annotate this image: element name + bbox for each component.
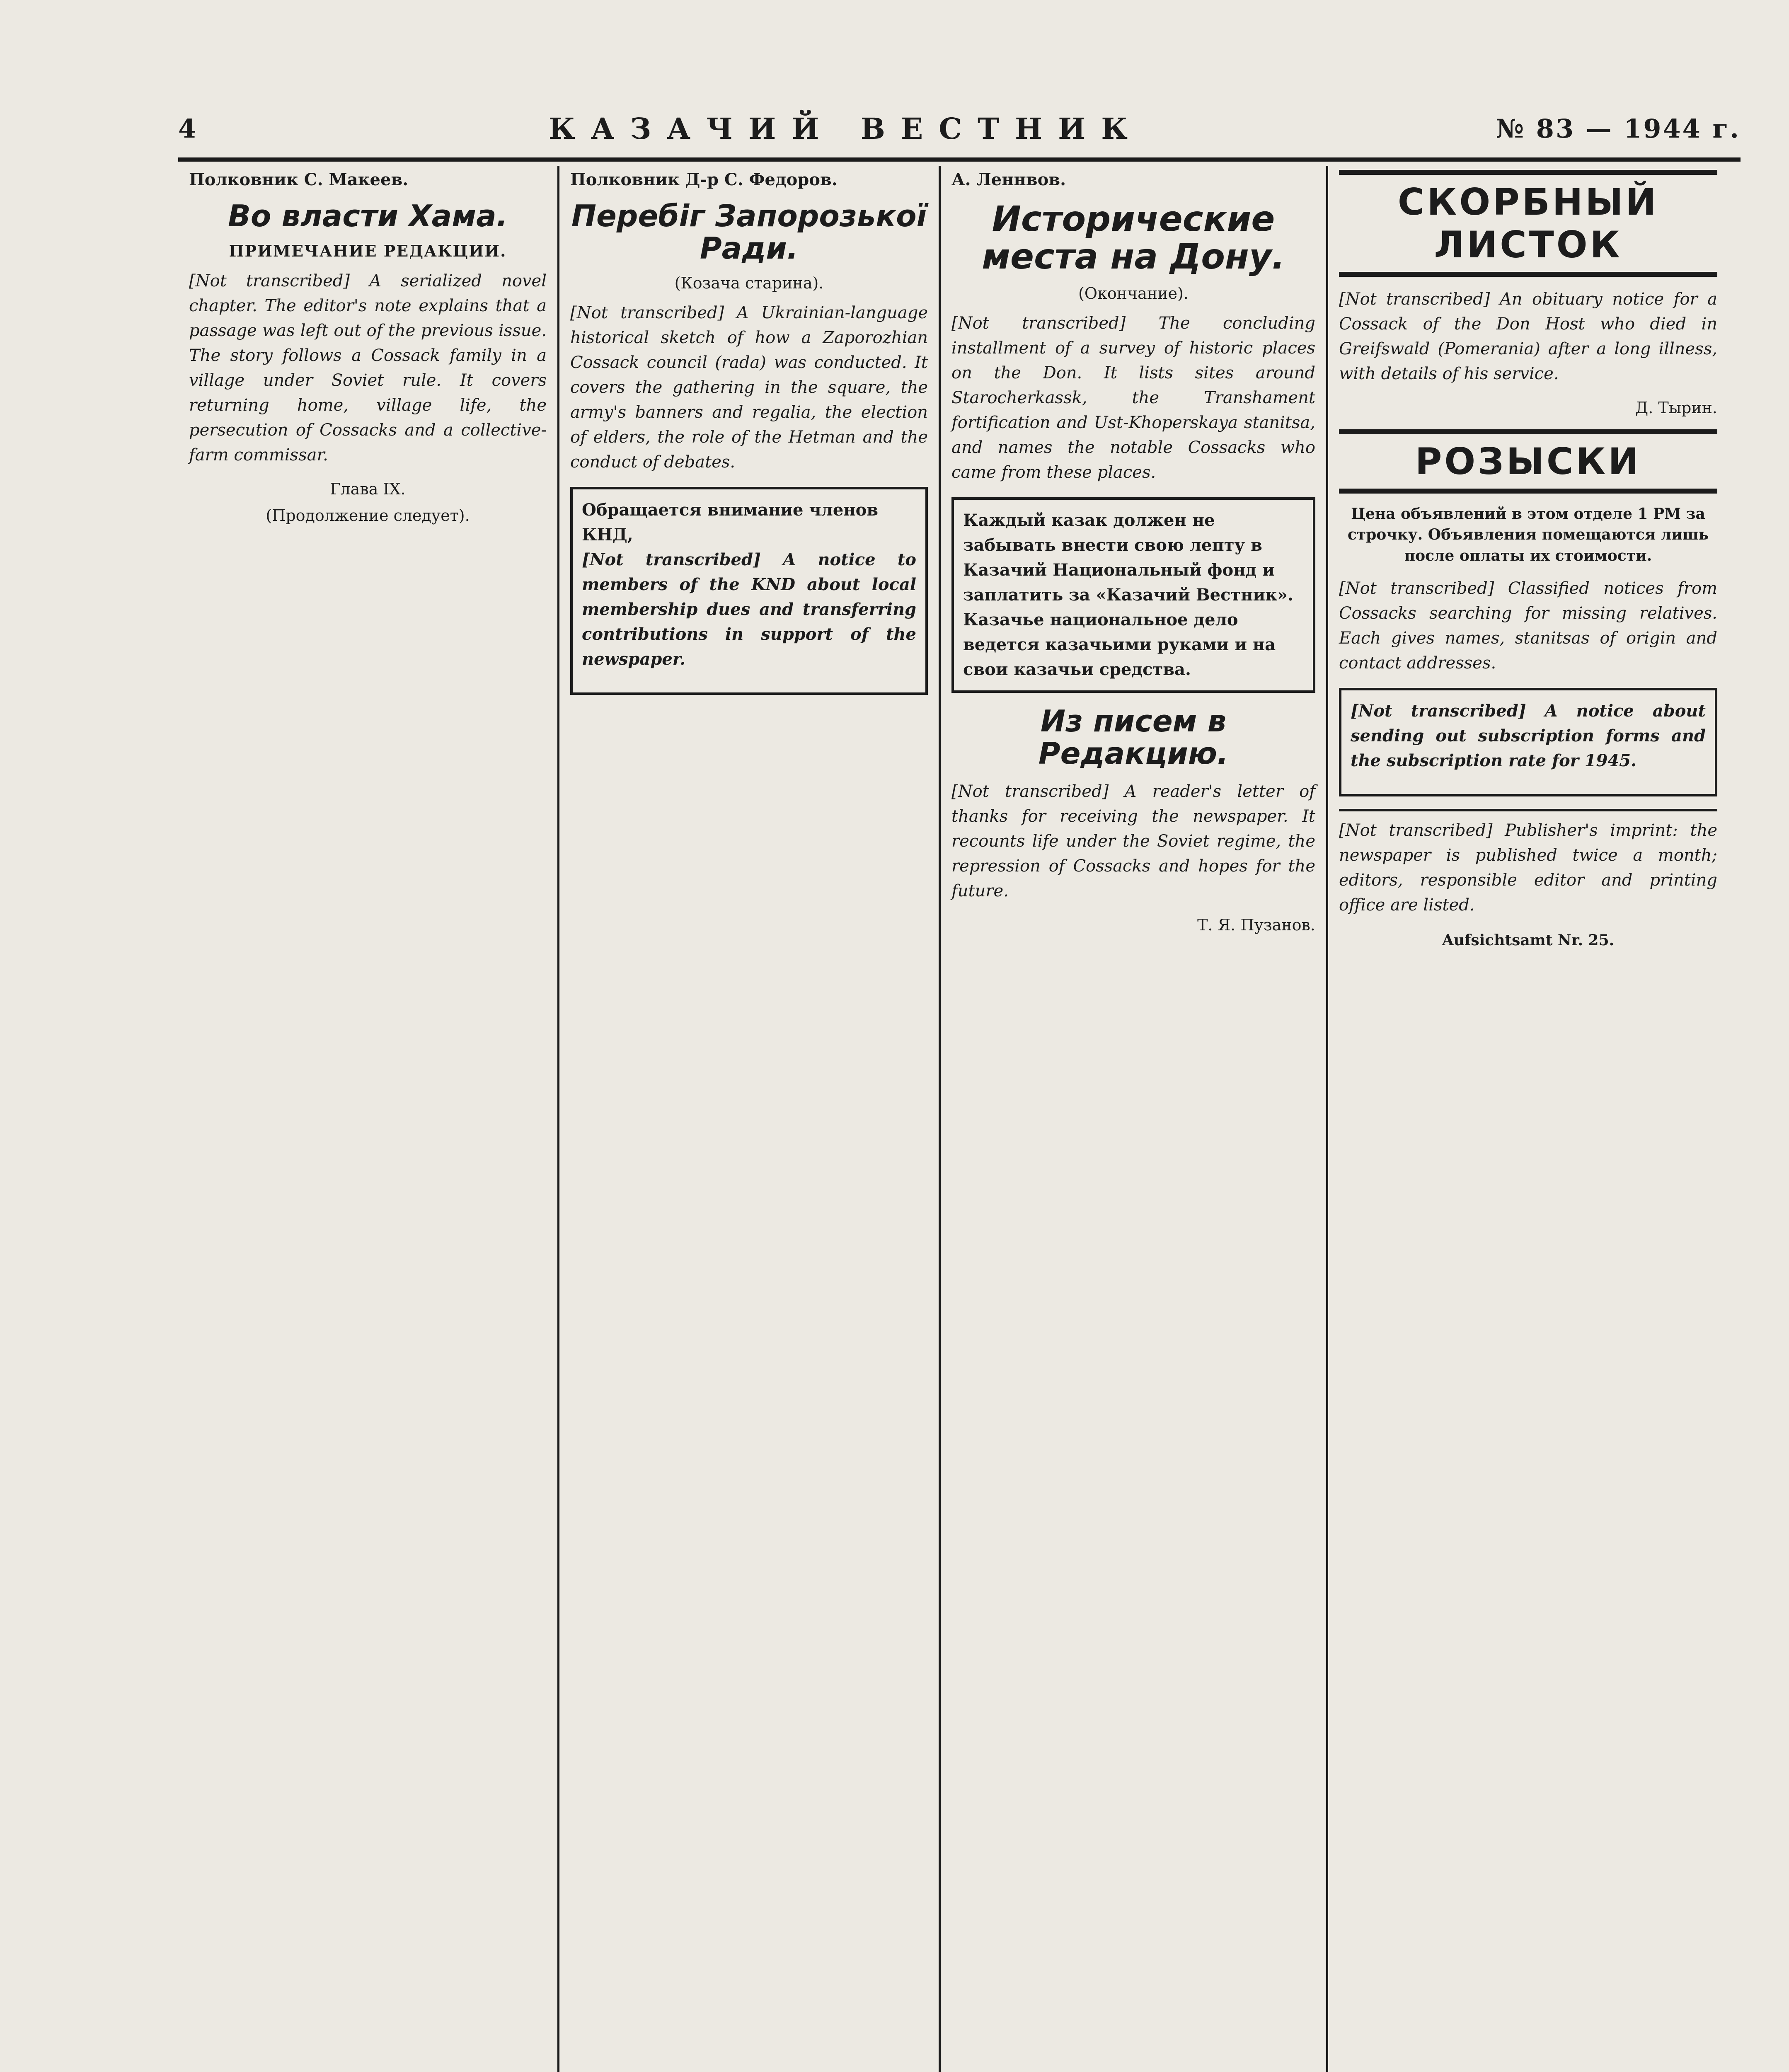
obituary-summary: [Not transcribed] An obituary notice for a Cossack of the Don Host who died in Greifswald (Pomerania) after a long illness, with details of his service. <box>1339 290 1717 383</box>
subscription-summary: [Not transcribed] A notice about sending out subscription forms and the subscription rate for 1945. <box>1351 701 1706 771</box>
publisher-imprint <box>1339 809 1717 951</box>
subscription-notice <box>1339 688 1717 796</box>
article-summary: [Not transcribed] The concluding installment of a survey of historic places on the Don. It lists sites around Starocherkassk, the Transhament fortification and Ust-Khoperskaya stanitsa, and names the notable Cossacks who came from these places. <box>951 314 1315 482</box>
column-2 <box>557 166 939 2072</box>
search-summary: [Not transcribed] Classified notices from Cossacks searching for missing relatives. Each gives names, stanitsas of origin and contact addresses. <box>1339 579 1717 673</box>
fund-appeal-box: Каждый казак должен не забывать внести свою лепту в Казачий Национальный фонд и заплатить за «Казачий Вестник». Казачье национальное дело ведется казачьими руками и на свои казачьи средства. <box>951 497 1315 693</box>
search-price-note: Цена объявлений в этом отделе 1 РМ за строчку. Объявления помещаются лишь после оплаты их стоимости. <box>1347 505 1709 564</box>
article-subtitle: (Окончание). <box>1078 284 1189 303</box>
article-byline: А. Леннвов. <box>951 170 1066 189</box>
letter-signature: Т. Я. Пузанов. <box>1197 915 1315 934</box>
obituary-signature: Д. Тырин. <box>1635 399 1717 417</box>
to-be-continued: (Продолжение следует). <box>266 506 470 525</box>
masthead <box>178 99 1741 162</box>
obituary-banner: СКОРБНЫЙ ЛИСТОК <box>1339 170 1717 277</box>
knd-notice-box <box>570 487 928 695</box>
article-headline: Во власти Хама. <box>228 198 508 233</box>
imprint-footer: Aufsichtsamt Nr. 25. <box>1442 932 1615 949</box>
article-headline: Перебіг Запорозької Ради. <box>571 198 927 266</box>
notice-title: Обращается внимание членов КНД, <box>582 500 879 545</box>
page-number: 4 <box>178 113 196 144</box>
editor-note-heading: ПРИМЕЧАНИЕ РЕДАКЦИИ. <box>229 241 507 260</box>
article-subtitle: (Козача старина). <box>674 274 824 292</box>
article-summary: [Not transcribed] A Ukrainian-language historical sketch of how a Zaporozhian Cossack council (rada) was conducted. It covers the gathering in the square, the army's banners and regalia, the election of elders, the role of the Hetman and the conduct of debates. <box>570 303 928 472</box>
letter-summary: [Not transcribed] A reader's letter of thanks for receiving the newspaper. It recounts life under the Soviet regime, the repression of Cossacks and hopes for the future. <box>951 782 1315 900</box>
article-headline: Исторические места на Дону. <box>982 198 1285 277</box>
article-byline: Полковник Д-р С. Федоров. <box>570 170 838 189</box>
article-summary: [Not transcribed] A serialized novel chapter. The editor's note explains that a passage was left out of the previous issue. The story follows a Cossack family in a village under Soviet rule. It covers returning home, village life, the persecution of Cossacks and a collective-farm commissar. <box>189 271 547 465</box>
column-1 <box>178 166 557 2072</box>
notice-summary: [Not transcribed] A notice to members of the KND about local membership dues and transferring contributions in support of the newspaper. <box>582 549 916 669</box>
chapter-heading: Глава IX. <box>330 479 406 498</box>
column-4 <box>1326 166 1728 2072</box>
search-banner: РОЗЫСКИ <box>1339 429 1717 494</box>
issue-number: № 83 — 1944 г. <box>1496 113 1741 144</box>
imprint-summary: [Not transcribed] Publisher's imprint: the newspaper is published twice a month; editors, responsible editor and printing office are listed. <box>1339 821 1717 915</box>
column-3 <box>939 166 1326 2072</box>
newspaper-title: КАЗАЧИЙ ВЕСТНИК <box>548 111 1143 146</box>
letters-headline: Из писем в Редакцию. <box>1038 704 1229 771</box>
article-byline: Полковник С. Макеев. <box>189 170 409 189</box>
